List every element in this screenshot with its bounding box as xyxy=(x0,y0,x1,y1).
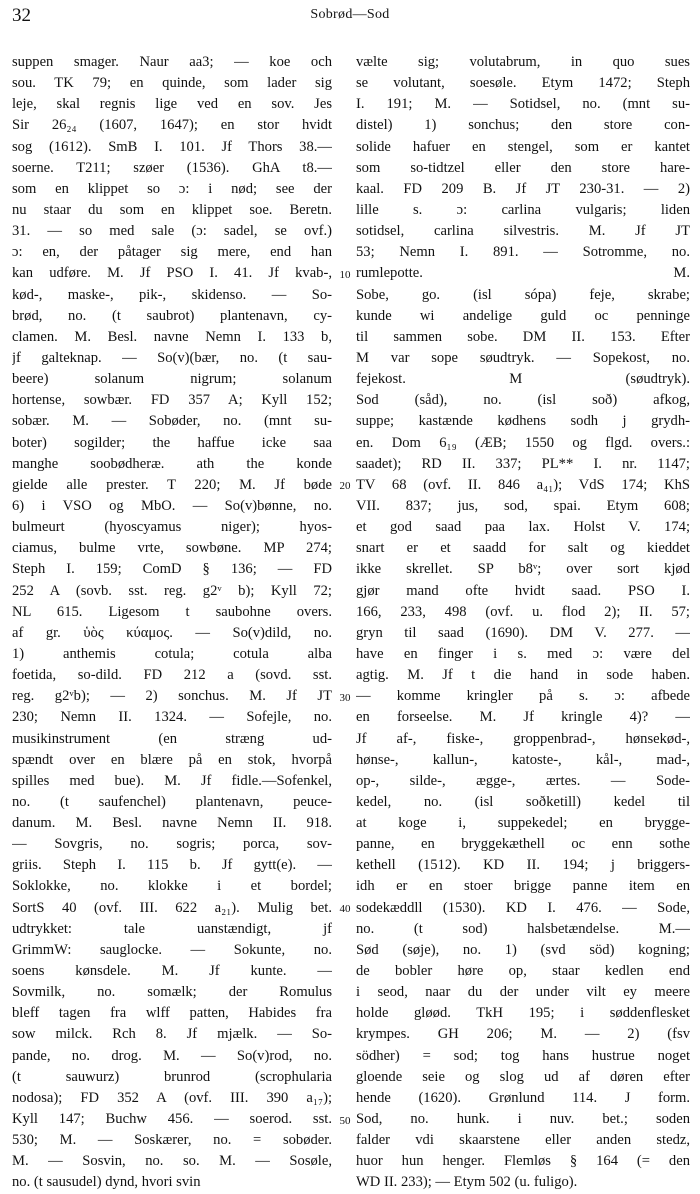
text-line: ciamus, bulme vrte, sowbøne. MP 274; xyxy=(12,540,332,557)
text-line: i seod, naar du der under vilt ey meere xyxy=(356,984,690,1001)
text-line: sog (1612). SmB I. 101. Jf Thors 38.— xyxy=(12,138,332,155)
text-line: 230; Nemn II. 1324. — Sofejle, no. xyxy=(12,709,332,726)
line-number: 30 xyxy=(339,691,351,704)
text-line: 6) i VSO og MbO. — So(v)bønne, no. xyxy=(12,497,332,514)
text-line: sow milck. Rch 8. Jf mjælk. — So- xyxy=(12,1026,332,1043)
text-line: snart er et saadd for salt og kieddet xyxy=(356,540,690,557)
text-line: kaal. FD 209 B. Jf JT 230-31. — 2) xyxy=(356,180,690,197)
text-line: udtrykket: tale uanstændigt, jf xyxy=(12,920,332,937)
text-line: panne, en bryggekæthell oc enn sothe xyxy=(356,836,690,853)
line-number: 20 xyxy=(339,480,351,492)
text-line: et god saad paa lax. Holst V. 174; xyxy=(356,519,690,536)
text-line: — komme kringler på s. ɔ: afbede xyxy=(356,688,690,705)
text-line: leje, skal regnis lige ved en sov. Jes xyxy=(12,96,332,113)
text-line: jf galteknap. — So(v)(bær, no. (t sau- xyxy=(12,349,332,366)
text-line: kød-, maske-, pik-, skidenso. — So- xyxy=(12,286,332,303)
line-number: 10 xyxy=(339,268,351,281)
text-line: M var sope søudtryk. — Sopekost, no. xyxy=(356,349,690,366)
text-line: bulmeurt (hyoscyamus niger); hyos- xyxy=(12,519,332,536)
text-line: Sød (søje), no. 1) (svd söd) kogning; xyxy=(356,941,690,958)
text-line: hønse-, kallun-, katoste-, kål-, mad-, xyxy=(356,751,690,768)
page-number: 32 xyxy=(12,5,31,26)
text-line: huor hun henger. Flemløs § 164 (= den xyxy=(356,1153,690,1170)
text-line: GrimmW: sauglocke. — Sokunte, no. xyxy=(12,941,332,958)
text-line: soens kønsdele. M. Jf kunte. — xyxy=(12,963,332,980)
text-line: som en klippet so ɔ: i nød; see der xyxy=(12,180,332,197)
text-line: ɔ: en, der påtager sig mere, end han xyxy=(12,244,332,261)
text-line: kedel, no. (isl soðketill) kedel til xyxy=(356,793,690,810)
text-line: I. 191; M. — Sotidsel, no. (mnt su- xyxy=(356,96,690,113)
text-line: pande, no. drog. M. — So(v)rod, no. xyxy=(12,1047,332,1064)
text-line: gielde alle prester. T 220; M. Jf bøde xyxy=(12,476,332,493)
text-line: manghe soobødheræ. ath the konde xyxy=(12,455,332,472)
text-line: falder vdi skaarstene eller anden stedz, xyxy=(356,1132,690,1149)
text-line: griis. Steph I. 115 b. Jf gytt(e). — xyxy=(12,857,332,874)
text-line: til sammen sobe. DM II. 153. Efter xyxy=(356,328,690,345)
text-line: SortS 40 (ovf. III. 622 a₂₁). Mulig bet. xyxy=(12,899,332,916)
text-line: gryn til saad (1690). DM V. 277. — xyxy=(356,624,690,641)
line-number: 50 xyxy=(339,1114,351,1127)
text-line: Steph I. 159; ComD § 136; — FD xyxy=(12,561,332,578)
text-line: holde gløød. TkH 195; i søddenflesket xyxy=(356,1005,690,1022)
text-line: 31. — so med sale (ɔ: sadel, se ovf.) xyxy=(12,223,332,240)
text-line: se volutant, soesøle. Etym 1472; Steph xyxy=(356,75,690,92)
text-line: soerne. T211; szøer (1536). GhA t8.— xyxy=(12,159,332,176)
text-line: kunde wi andelige guld oc penninge xyxy=(356,307,690,324)
text-line: nu staar du som en klippet soe. Beretn. xyxy=(12,201,332,218)
text-line: no. (t saufenchel) plantenavn, peuce- xyxy=(12,793,332,810)
text-line: sobær. M. — Sobøder, no. (mnt su- xyxy=(12,413,332,430)
text-line: sotidsel, carlina silvestris. M. Jf JT xyxy=(356,223,690,240)
text-line: WD II. 233); — Etym 502 (u. fuligo). xyxy=(356,1174,578,1191)
text-line: TV 68 (ovf. II. 846 a₄₁); VdS 174; KhS xyxy=(356,476,690,493)
text-line: spilles med bue). M. Jf fidle.—Sofenkel, xyxy=(12,772,332,789)
text-line: kan udføre. M. Jf PSO I. 41. Jf kvab-, xyxy=(12,265,332,282)
text-line: beere) solanum nigrum; solanum xyxy=(12,371,332,388)
text-line: 1) anthemis cotula; cotula alba xyxy=(12,645,332,662)
line-number: 40 xyxy=(339,903,351,915)
text-line: musikinstrument (en stræng ud- xyxy=(12,730,332,747)
text-line: hortense, sowbær. FD 357 A; Kyll 152; xyxy=(12,392,332,409)
text-line: sou. TK 79; en quinde, som lader sig xyxy=(12,75,332,92)
text-line: nodosa); FD 352 A (ovf. III. 390 a₁₇); xyxy=(12,1089,332,1106)
text-line: Soklokke, no. klokke i et bordel; xyxy=(12,878,332,895)
text-line: kethell (1512). KD II. 194; j briggers- xyxy=(356,857,690,874)
page-header xyxy=(0,0,700,34)
text-line: Sir 26₂₄ (1607, 1647); en stor hvidt xyxy=(12,117,332,134)
text-line: no. (t sod) halsbetændelse. M.— xyxy=(356,920,690,937)
text-line: 530; M. — Soskærer, no. = sobøder. xyxy=(12,1132,332,1149)
text-line: clamen. M. Besl. navne Nemn I. 133 b, xyxy=(12,328,332,345)
text-line: sodekæddll (1530). KD I. 476. — Sode, xyxy=(356,899,690,916)
text-line: bleff tagen fra wlff patten, Habides fra xyxy=(12,1005,332,1022)
text-line: de bobler høre op, staar kedlen end xyxy=(356,963,690,980)
text-line: lille s. ɔ: carlina vulgaris; liden xyxy=(356,201,690,218)
text-line: VII. 837; jus, sod, spai. Etym 608; xyxy=(356,497,690,514)
text-line: af gr. ὑὸς κύαμος. — So(v)dild, no. xyxy=(12,624,332,641)
text-line: ikke skrellet. SP b8ᵛ; over sort kjød xyxy=(356,561,690,578)
text-line: 166, 233, 498 (ovf. u. flod 2); II. 57; xyxy=(356,603,690,620)
text-line: suppe; kastænde kødhens sodh j grydh- xyxy=(356,413,690,430)
text-line: boter) sogilder; the haffue icke saa xyxy=(12,434,332,451)
text-line: at koge i, suppekedel; en brygge- xyxy=(356,815,690,832)
text-line: hende (1620). Grønlund 114. J form. xyxy=(356,1089,690,1106)
text-line: Sovmilk, no. somælk; der Romulus xyxy=(12,984,332,1001)
text-line: no. (t sausudel) dynd, hvori svin xyxy=(12,1174,201,1191)
text-line: 252 A (sovb. sst. reg. g2ᵛ b); Kyll 72; xyxy=(12,582,332,599)
text-line: suppen smager. Naur aa3; — koe och xyxy=(12,54,332,70)
text-line: danum. M. Besl. navne Nemn II. 918. xyxy=(12,815,332,832)
running-head: Sobrød—Sod xyxy=(310,7,390,22)
text-line: rumlepotte. M. xyxy=(356,265,690,282)
text-line: agtig. M. Jf t die hand in sode haben. xyxy=(356,667,690,684)
text-line: 53; Nemn I. 891. — Sotromme, no. xyxy=(356,244,690,261)
text-line: en. Dom 6₁₉ (ÆB; 1550 og flgd. overs.: xyxy=(356,434,690,451)
text-line: Sod, no. hunk. i nuv. bet.; soden xyxy=(356,1111,690,1128)
text-line: krympes. GH 206; M. — 2) (fsv xyxy=(356,1026,690,1043)
text-line: spændt over en blære på en stok, hvorpå xyxy=(12,751,332,768)
text-line: Sobe, go. (isl sópa) feje, skrabe; xyxy=(356,286,690,303)
text-line: en forseelse. M. Jf kringle 4)? — xyxy=(356,709,690,726)
text-line: som so-tidtzel eller den store hare- xyxy=(356,159,690,176)
text-line: (t sauwurz) brunrod (scrophularia xyxy=(12,1068,332,1085)
text-line: NL 615. Ligesom t saubohne overs. xyxy=(12,603,332,620)
text-line: södher) = sod; tog hans hustrue noget xyxy=(356,1047,690,1064)
text-line: M. — Sosvin, no. so. M. — Sosøle, xyxy=(12,1153,332,1170)
text-line: idh er en stoer brigge panne item en xyxy=(356,878,690,895)
text-line: saadet); RD II. 337; PL** I. nr. 1147; xyxy=(356,455,690,472)
text-line: gloende seie og slog ud af døren efter xyxy=(356,1068,690,1085)
text-line: fejekost. M (søudtryk). xyxy=(356,371,690,388)
text-line: brød, no. (t saubrot) plantenavn, cy- xyxy=(12,307,332,324)
text-line: Sod (såd), no. (isl soð) afkog, xyxy=(356,392,690,409)
text-line: gjør mand ofte hvidt saad. PSO I. xyxy=(356,582,690,599)
text-line: — Sovgris, no. sogris; porca, sov- xyxy=(12,836,332,853)
text-line: solide hafuer en stengel, som er kantet xyxy=(356,138,690,155)
text-line: distel) 1) sonchus; den store con- xyxy=(356,117,690,134)
text-line: Jf af-, fiske-, groppenbrad-, hønsekød-, xyxy=(356,730,690,747)
text-line: op-, silde-, ægge-, ærtes. — Sode- xyxy=(356,772,690,789)
text-line: Kyll 147; Buchw 456. — soerod. sst. xyxy=(12,1111,332,1128)
text-line: reg. g2ᵛb); — 2) sonchus. M. Jf JT xyxy=(12,688,332,705)
text-line: vælte sig; volutabrum, in quo sues xyxy=(356,54,690,70)
text-line: have en finger i s. med ɔ: være del xyxy=(356,645,690,662)
text-line: foetida, so-dild. FD 212 a (sovd. sst. xyxy=(12,667,332,684)
